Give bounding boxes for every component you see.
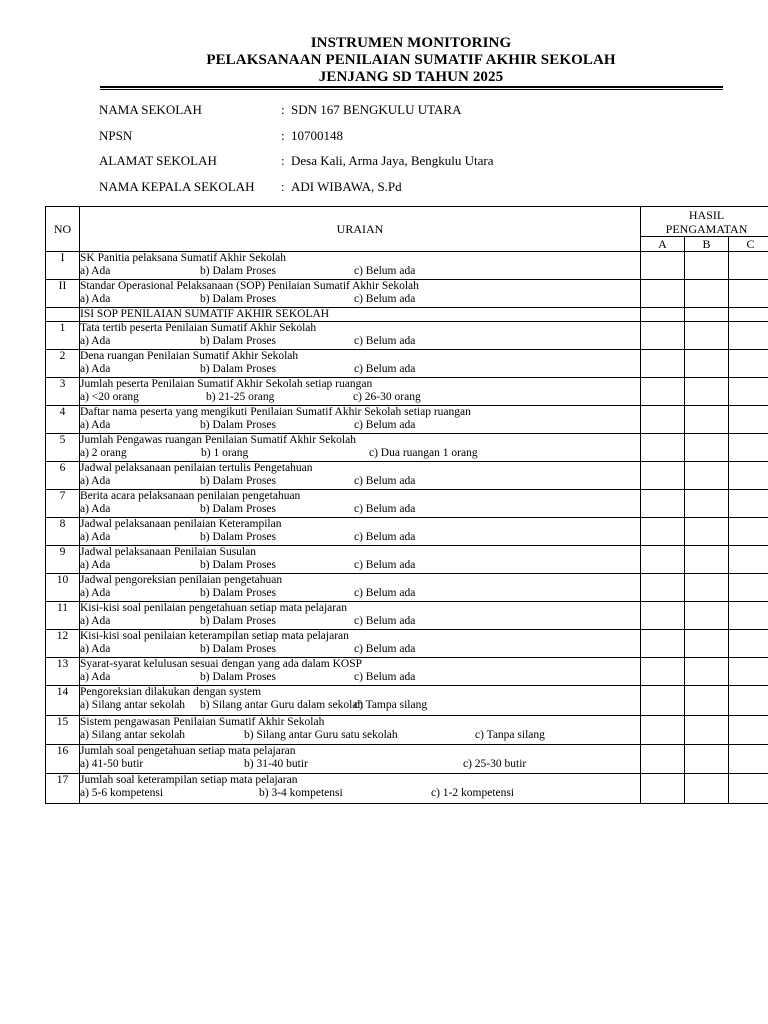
option-b: b) Dalam Proses	[200, 587, 277, 599]
answer-options	[80, 419, 640, 433]
option-c: c) 25-30 butir	[463, 758, 527, 770]
info-label-school-name: NAMA SEKOLAH	[99, 102, 202, 117]
table-row	[46, 252, 768, 280]
question-text: Sistem pengawasan Penilaian Sumatif Akhir Sekolah	[80, 716, 325, 728]
row-number: I	[46, 252, 80, 280]
table-row	[46, 350, 768, 378]
observation-cell-c[interactable]	[729, 518, 768, 546]
option-a: a) Ada	[80, 559, 111, 571]
option-b: b) Dalam Proses	[200, 503, 277, 515]
option-c: c) Belum ada	[354, 335, 416, 347]
option-a: a) Ada	[80, 615, 111, 627]
observation-cell-b[interactable]	[685, 462, 729, 490]
header-hasil-pengamatan	[641, 207, 768, 237]
option-a: a) Ada	[80, 671, 111, 683]
observation-cell-c[interactable]	[729, 462, 768, 490]
table-row	[46, 434, 768, 462]
question-text: Jadwal pengoreksian penilaian pengetahuan	[80, 574, 283, 586]
table-row	[46, 546, 768, 574]
option-b: b) Dalam Proses	[200, 531, 277, 543]
info-value-principal: ADI WIBAWA, S.Pd	[291, 179, 402, 194]
answer-options	[80, 787, 640, 801]
info-colon: :	[281, 128, 285, 143]
answer-options	[80, 335, 640, 349]
observation-cell-b[interactable]	[685, 518, 729, 546]
observation-cell-a[interactable]	[641, 602, 685, 630]
option-c: c) Belum ada	[354, 671, 416, 683]
observation-cell-a[interactable]	[641, 406, 685, 434]
option-a: a) Ada	[80, 587, 111, 599]
observation-cell-b[interactable]	[685, 658, 729, 686]
table-row	[46, 686, 768, 716]
observation-cell-c[interactable]	[729, 280, 768, 308]
observation-cell-a[interactable]	[641, 745, 685, 774]
option-c: c) Belum ada	[354, 265, 416, 277]
question-text: Jadwal pelaksanaan Penilaian Susulan	[80, 546, 256, 558]
question-text: Jadwal pelaksanaan penilaian tertulis Pengetahuan	[80, 462, 313, 474]
row-description	[80, 280, 641, 308]
observation-cell-b[interactable]	[685, 322, 729, 350]
info-colon: :	[281, 153, 285, 168]
observation-cell-b[interactable]	[685, 434, 729, 462]
observation-cell-b[interactable]	[685, 378, 729, 406]
info-label-principal: NAMA KEPALA SEKOLAH	[99, 179, 255, 194]
option-c: c) Tampa silang	[354, 699, 428, 711]
question-text: Syarat-syarat kelulusan sesuai dengan yang ada dalam KOSP	[80, 658, 362, 670]
option-c: c) Belum ada	[354, 615, 416, 627]
observation-cell-c[interactable]	[729, 490, 768, 518]
option-a: a) Silang antar sekolah	[80, 729, 186, 741]
row-description	[80, 774, 641, 804]
observation-cell-c[interactable]	[729, 546, 768, 574]
row-description	[80, 546, 641, 574]
option-c: c) Belum ada	[354, 587, 416, 599]
option-b: b) Dalam Proses	[200, 559, 277, 571]
answer-options	[80, 758, 640, 772]
row-description	[80, 406, 641, 434]
option-c: c) Tanpa silang	[475, 729, 545, 741]
observation-cell-a[interactable]	[641, 630, 685, 658]
doc-subtitle-year: JENJANG SD TAHUN 2025	[318, 69, 504, 85]
option-b: b) Dalam Proses	[200, 419, 277, 431]
row-number: 8	[46, 518, 80, 546]
observation-cell-b[interactable]	[685, 490, 729, 518]
observation-cell-a[interactable]	[641, 434, 685, 462]
info-colon: :	[281, 179, 285, 194]
info-label-address: ALAMAT SEKOLAH	[99, 153, 217, 168]
question-text: Kisi-kisi soal penilaian pengetahuan setiap mata pelajaran	[80, 602, 347, 614]
row-description	[80, 462, 641, 490]
answer-options	[80, 363, 640, 377]
option-a: a) Ada	[80, 335, 111, 347]
observation-cell-c[interactable]	[729, 434, 768, 462]
observation-cell-c[interactable]	[729, 658, 768, 686]
question-text: Pengoreksian dilakukan dengan system	[80, 686, 262, 698]
observation-cell-a[interactable]	[641, 350, 685, 378]
observation-cell-c[interactable]	[729, 574, 768, 602]
option-b: b) Dalam Proses	[200, 615, 277, 627]
table-row	[46, 716, 768, 745]
info-value-npsn: 10700148	[291, 128, 343, 143]
question-text: Jumlah Pengawas ruangan Penilaian Sumatif Akhir Sekolah	[80, 434, 356, 446]
observation-cell-a[interactable]	[641, 322, 685, 350]
observation-cell-c[interactable]	[729, 350, 768, 378]
option-a: a) 5-6 kompetensi	[80, 787, 164, 799]
option-a: a) Ada	[80, 265, 111, 277]
question-text: Standar Operasional Pelaksanaan (SOP) Penilaian Sumatif Akhir Sekolah	[80, 280, 419, 292]
option-b: b) Dalam Proses	[200, 643, 277, 655]
section-row	[46, 308, 768, 322]
observation-cell-c[interactable]	[729, 745, 768, 774]
option-a: a) 41-50 butir	[80, 758, 144, 770]
header-no: NO	[46, 207, 80, 252]
row-number: 12	[46, 630, 80, 658]
header-hasil-line1: HASIL	[688, 207, 725, 222]
question-text: Jadwal pelaksanaan penilaian Keterampilan	[80, 518, 282, 530]
answer-options	[80, 643, 640, 657]
answer-options	[80, 531, 640, 545]
observation-cell-a[interactable]	[641, 280, 685, 308]
header-rule-thick	[100, 86, 723, 88]
observation-cell-c[interactable]	[729, 322, 768, 350]
option-b: b) 31-40 butir	[244, 758, 308, 770]
observation-cell-a[interactable]	[641, 658, 685, 686]
answer-options	[80, 615, 640, 629]
section-observation-cell-a	[641, 308, 685, 322]
row-description	[80, 716, 641, 745]
option-c: c) Belum ada	[354, 363, 416, 375]
option-c: c) Belum ada	[354, 531, 416, 543]
answer-options	[80, 559, 640, 573]
option-a: a) Ada	[80, 503, 111, 515]
answer-options	[80, 475, 640, 489]
row-number: 9	[46, 546, 80, 574]
table-row	[46, 574, 768, 602]
header-rule-thin	[100, 89, 723, 90]
answer-options	[80, 671, 640, 685]
row-description	[80, 658, 641, 686]
doc-title: INSTRUMEN MONITORING	[310, 35, 512, 51]
section-observation-cell-b	[685, 308, 729, 322]
header-b: B	[685, 237, 729, 252]
option-c: c) Belum ada	[354, 643, 416, 655]
row-description	[80, 434, 641, 462]
info-label-npsn: NPSN	[99, 128, 133, 143]
row-number: 10	[46, 574, 80, 602]
option-b: b) Dalam Proses	[200, 363, 277, 375]
option-a: a) 2 orang	[80, 447, 127, 459]
option-b: b) 3-4 kompetensi	[259, 787, 343, 799]
row-description	[80, 745, 641, 774]
info-colon: :	[281, 102, 285, 117]
option-c: c) Belum ada	[354, 419, 416, 431]
section-observation-cell-c	[729, 308, 768, 322]
info-value-address: Desa Kali, Arma Jaya, Bengkulu Utara	[291, 153, 494, 168]
observation-cell-b[interactable]	[685, 745, 729, 774]
option-b: b) Silang antar Guru satu sekolah	[244, 729, 398, 741]
observation-cell-a[interactable]	[641, 378, 685, 406]
option-c: c) Belum ada	[354, 559, 416, 571]
table-row	[46, 280, 768, 308]
option-b: b) Dalam Proses	[200, 671, 277, 683]
answer-options	[80, 729, 640, 743]
row-number: 4	[46, 406, 80, 434]
observation-cell-a[interactable]	[641, 546, 685, 574]
observation-cell-b[interactable]	[685, 602, 729, 630]
row-description	[80, 350, 641, 378]
row-description	[80, 490, 641, 518]
row-number: 1	[46, 322, 80, 350]
row-description	[80, 518, 641, 546]
observation-cell-c[interactable]	[729, 252, 768, 280]
observation-cell-c[interactable]	[729, 686, 768, 716]
answer-options	[80, 265, 640, 279]
option-a: a) Ada	[80, 363, 111, 375]
observation-cell-a[interactable]	[641, 490, 685, 518]
table-row	[46, 630, 768, 658]
table-row	[46, 774, 768, 804]
table-row	[46, 745, 768, 774]
option-c: c) Belum ada	[354, 475, 416, 487]
row-number: 5	[46, 434, 80, 462]
table-row	[46, 462, 768, 490]
observation-cell-a[interactable]	[641, 574, 685, 602]
option-c: c) 26-30 orang	[353, 391, 421, 403]
question-text: Daftar nama peserta yang mengikuti Penilaian Sumatif Akhir Sekolah setiap ruangan	[80, 406, 471, 418]
table-row	[46, 378, 768, 406]
row-description	[80, 574, 641, 602]
observation-cell-b[interactable]	[685, 716, 729, 745]
table-row	[46, 518, 768, 546]
observation-cell-a[interactable]	[641, 252, 685, 280]
doc-subtitle: PELAKSANAAN PENILAIAN SUMATIF AKHIR SEKOLAH	[206, 52, 616, 68]
observation-cell-c[interactable]	[729, 774, 768, 804]
row-number: 6	[46, 462, 80, 490]
table-row	[46, 602, 768, 630]
question-text: Jumlah peserta Penilaian Sumatif Akhir Sekolah setiap ruangan	[80, 378, 373, 390]
observation-cell-b[interactable]	[685, 280, 729, 308]
option-c: c) Belum ada	[354, 503, 416, 515]
question-text: Berita acara pelaksanaan penilaian pengetahuan	[80, 490, 301, 502]
option-b: b) 1 orang	[201, 447, 249, 459]
option-a: a) Ada	[80, 531, 111, 543]
row-description	[80, 322, 641, 350]
row-number: 2	[46, 350, 80, 378]
row-number: 11	[46, 602, 80, 630]
row-description	[80, 630, 641, 658]
row-number: 15	[46, 716, 80, 745]
option-a: a) Ada	[80, 419, 111, 431]
option-a: a) Ada	[80, 643, 111, 655]
option-b: b) Dalam Proses	[200, 335, 277, 347]
option-b: b) Silang antar Guru dalam sekolah	[200, 699, 364, 711]
row-description	[80, 686, 641, 716]
option-c: c) Belum ada	[354, 293, 416, 305]
option-a: a) <20 orang	[80, 391, 139, 403]
observation-cell-b[interactable]	[685, 350, 729, 378]
answer-options	[80, 447, 640, 461]
row-number: 3	[46, 378, 80, 406]
option-b: b) Dalam Proses	[200, 265, 277, 277]
row-number: 17	[46, 774, 80, 804]
observation-cell-b[interactable]	[685, 406, 729, 434]
observation-cell-b[interactable]	[685, 774, 729, 804]
row-number: 7	[46, 490, 80, 518]
observation-cell-b[interactable]	[685, 574, 729, 602]
question-text: Dena ruangan Penilaian Sumatif Akhir Sekolah	[80, 350, 299, 362]
option-c: c) Dua ruangan 1 orang	[369, 447, 478, 459]
observation-cell-c[interactable]	[729, 630, 768, 658]
observation-cell-b[interactable]	[685, 252, 729, 280]
observation-cell-c[interactable]	[729, 406, 768, 434]
option-a: a) Silang antar sekolah	[80, 699, 186, 711]
table-row	[46, 658, 768, 686]
option-c: c) 1-2 kompetensi	[431, 787, 515, 799]
row-number: II	[46, 280, 80, 308]
observation-cell-b[interactable]	[685, 546, 729, 574]
answer-options	[80, 391, 640, 405]
answer-options	[80, 699, 640, 713]
observation-cell-b[interactable]	[685, 686, 729, 716]
section-no-cell	[46, 308, 80, 322]
row-number: 13	[46, 658, 80, 686]
header-hasil-line2: PENGAMATAN	[665, 221, 748, 236]
option-b: b) Dalam Proses	[200, 475, 277, 487]
answer-options	[80, 587, 640, 601]
table-row	[46, 490, 768, 518]
table-row	[46, 322, 768, 350]
info-value-school-name: SDN 167 BENGKULU UTARA	[291, 102, 462, 117]
table-row	[46, 406, 768, 434]
answer-options	[80, 503, 640, 517]
observation-cell-a[interactable]	[641, 686, 685, 716]
row-description	[80, 378, 641, 406]
header-a: A	[641, 237, 685, 252]
question-text: Kisi-kisi soal penilaian keterampilan setiap mata pelajaran	[80, 630, 349, 642]
question-text: Tata tertib peserta Penilaian Sumatif Akhir Sekolah	[80, 322, 317, 334]
observation-cell-a[interactable]	[641, 462, 685, 490]
question-text: Jumlah soal keterampilan setiap mata pelajaran	[80, 774, 298, 786]
observation-cell-c[interactable]	[729, 716, 768, 745]
monitoring-table	[45, 206, 768, 804]
question-text: SK Panitia pelaksana Sumatif Akhir Sekolah	[80, 252, 287, 264]
option-b: b) Dalam Proses	[200, 293, 277, 305]
answer-options	[80, 293, 640, 307]
observation-cell-b[interactable]	[685, 630, 729, 658]
option-a: a) Ada	[80, 293, 111, 305]
row-description	[80, 252, 641, 280]
question-text: Jumlah soal pengetahuan setiap mata pelajaran	[80, 745, 296, 757]
row-description	[80, 602, 641, 630]
row-number: 16	[46, 745, 80, 774]
observation-cell-a[interactable]	[641, 518, 685, 546]
observation-cell-a[interactable]	[641, 774, 685, 804]
observation-cell-c[interactable]	[729, 378, 768, 406]
option-a: a) Ada	[80, 475, 111, 487]
header-c: C	[729, 237, 768, 252]
observation-cell-a[interactable]	[641, 716, 685, 745]
section-heading: ISI SOP PENILAIAN SUMATIF AKHIR SEKOLAH	[80, 308, 641, 322]
row-number: 14	[46, 686, 80, 716]
header-uraian: URAIAN	[80, 207, 641, 252]
observation-cell-c[interactable]	[729, 602, 768, 630]
option-b: b) 21-25 orang	[206, 391, 275, 403]
